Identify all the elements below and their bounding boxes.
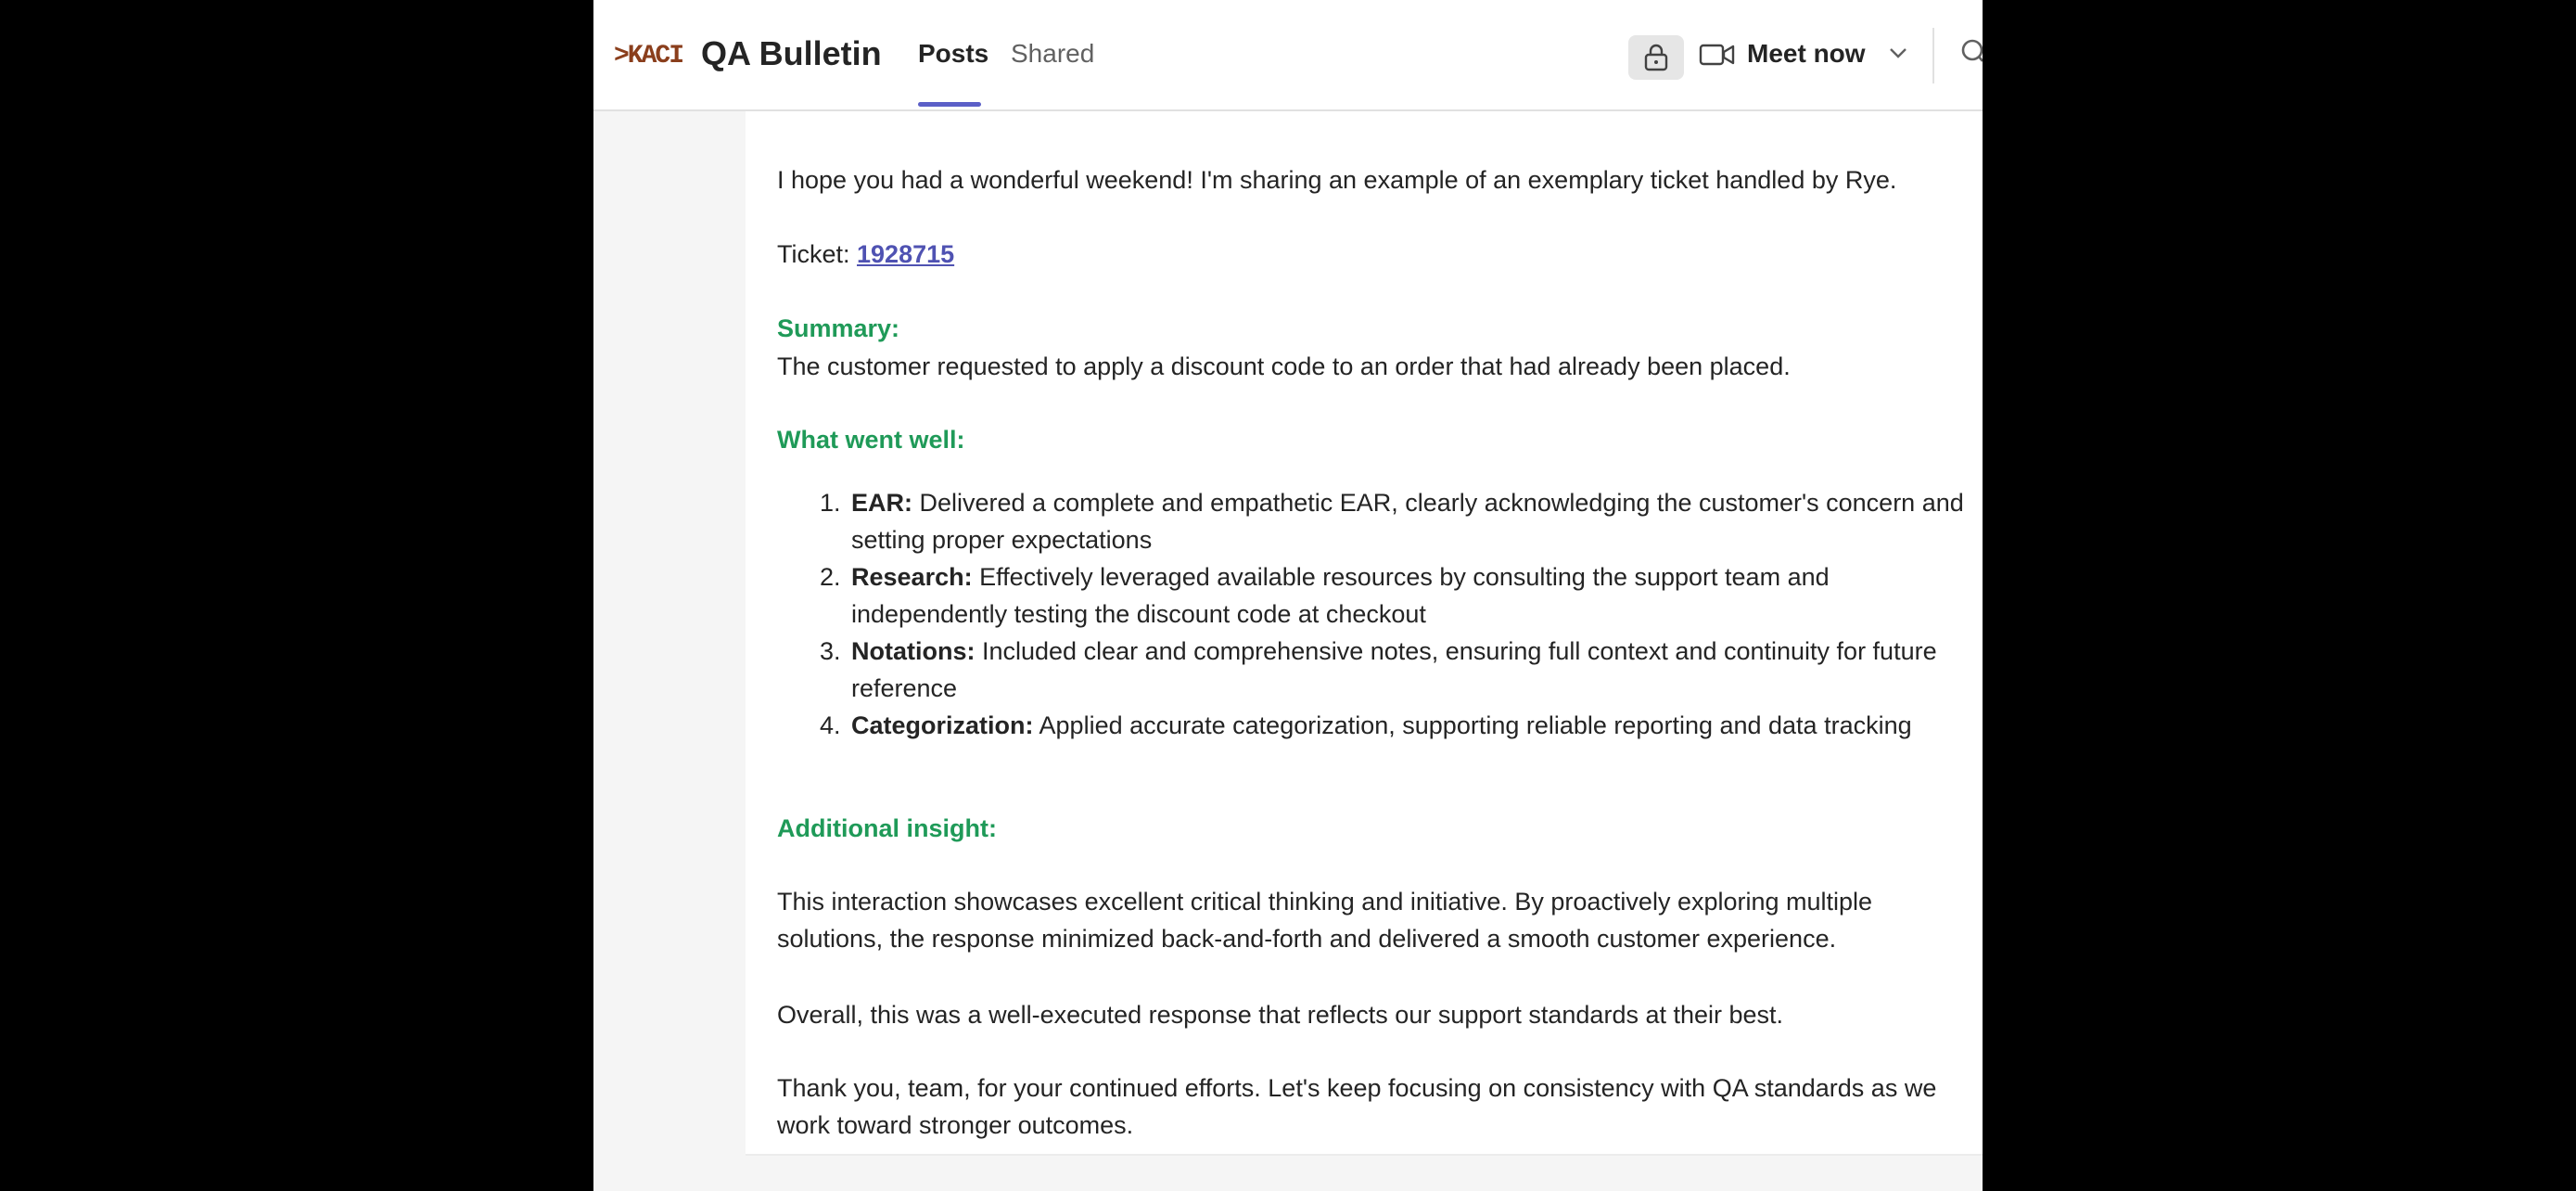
channel-header	[593, 0, 1983, 111]
item-label: Categorization:	[851, 711, 1034, 739]
item-label: EAR:	[851, 489, 912, 517]
list-item: 1. EAR: Delivered a complete and empathetic EAR, clearly acknowledging the customer's concern and setting proper expectations	[820, 489, 1964, 554]
list-item: 2. Research: Effectively leveraged available resources by consulting the support team and independently testing the discount code at checkout	[820, 563, 1830, 628]
thanks-text: Thank you, team, for your continued efforts. Let's keep focusing on consistency with QA standards as we work toward stronger outcomes.	[777, 1074, 1937, 1139]
summary-heading: Summary:	[777, 314, 900, 342]
message-post	[746, 111, 1983, 1156]
lock-icon	[1643, 43, 1669, 72]
overall-text: Overall, this was a well-executed response that reflects our support standards at their best.	[777, 1001, 1784, 1029]
additional-insight-heading: Additional insight:	[777, 814, 997, 842]
went-well-list	[777, 484, 1979, 744]
insight-text: This interaction showcases excellent critical thinking and initiative. By proactively exploring multiple solutions, the response minimized back-and-forth and delivered a smooth customer experience.	[777, 888, 1873, 953]
header-divider	[1932, 28, 1934, 83]
meet-now-button[interactable]: Meet now	[1747, 39, 1866, 68]
ticket-line	[777, 236, 954, 273]
list-item: 3. Notations: Included clear and comprehensive notes, ensuring full context and continuity for future reference	[820, 637, 1937, 702]
message-border	[746, 1154, 1983, 1156]
what-went-well-heading: What went well:	[777, 426, 965, 454]
search-icon[interactable]	[1958, 37, 1983, 69]
channel-title: QA Bulletin	[701, 34, 882, 72]
list-item: 4. Categorization: Applied accurate categorization, supporting reliable reporting and data tracking	[820, 711, 1912, 739]
item-text: Applied accurate categorization, supporting reliable reporting and data tracking	[1033, 711, 1912, 739]
item-label: Notations:	[851, 637, 976, 665]
tab-shared[interactable]: Shared	[1011, 39, 1095, 68]
ticket-label: Ticket:	[777, 240, 858, 268]
tab-posts[interactable]: Posts	[918, 39, 989, 68]
lock-button[interactable]	[1628, 35, 1684, 80]
item-text: Included clear and comprehensive notes, ensuring full context and continuity for future reference	[851, 637, 1937, 702]
item-text: Effectively leveraged available resources by consulting the support team and independently testing the discount code at checkout	[851, 563, 1830, 628]
item-text: Delivered a complete and empathetic EAR, clearly acknowledging the customer's concern and setting proper expectations	[851, 489, 1964, 554]
active-tab-indicator	[918, 102, 981, 107]
teams-window	[593, 0, 1983, 1191]
summary-text: The customer requested to apply a discount code to an order that had already been placed.	[777, 352, 1791, 380]
chevron-down-icon[interactable]	[1888, 46, 1908, 59]
video-camera-icon[interactable]	[1699, 41, 1736, 69]
ticket-link[interactable]: 1928715	[857, 240, 955, 268]
item-label: Research:	[851, 563, 973, 591]
team-logo: >KACI	[614, 42, 683, 70]
greeting-text: I hope you had a wonderful weekend! I'm sharing an example of an exemplary ticket handled by Rye.	[777, 166, 1897, 194]
